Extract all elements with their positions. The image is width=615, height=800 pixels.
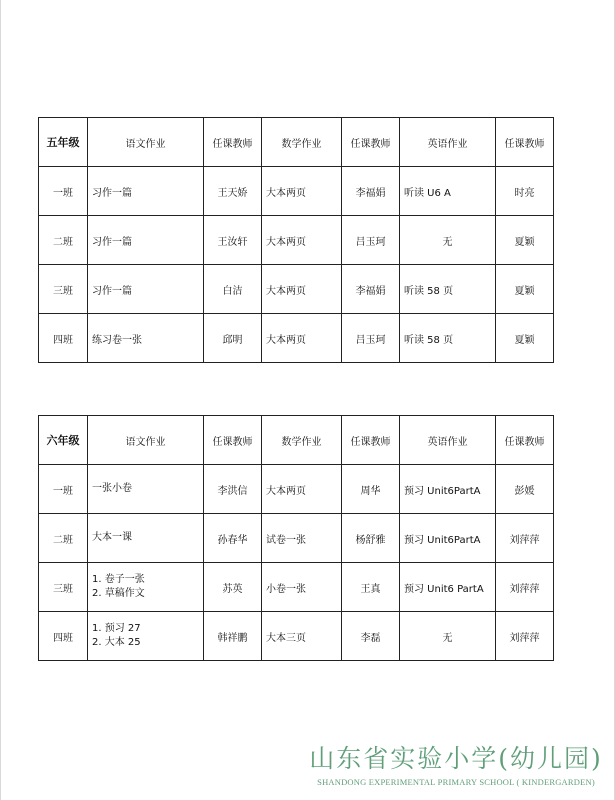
chinese-teacher: 韩祥鹏 [204,612,262,661]
grade6-homework-table [38,415,554,661]
chinese-teacher: 李洪信 [204,465,262,514]
math-homework: 大本三页 [262,612,342,661]
math-homework: 试卷一张 [262,514,342,563]
chinese-teacher: 白洁 [204,265,262,314]
english-homework: 听读 U6 A [400,167,496,216]
english-homework: 听读 58 页 [400,265,496,314]
class-name: 三班 [39,265,88,314]
math-homework: 大本两页 [262,167,342,216]
column-header-math: 数学作业 [262,118,342,167]
english-teacher: 夏颖 [496,265,554,314]
chinese-homework: 练习卷一张 [88,314,204,363]
table-row [39,563,554,612]
english-homework: 预习 Unit6PartA [400,465,496,514]
chinese-homework [88,514,204,563]
column-header-teacher: 任课教师 [496,416,554,465]
column-header-english: 英语作业 [400,416,496,465]
grade5-homework-table [38,117,554,363]
chinese-teacher: 孙春华 [204,514,262,563]
math-teacher: 吕玉珂 [342,314,400,363]
page-edge-left [0,0,1,800]
table-row [39,514,554,563]
class-name: 二班 [39,514,88,563]
school-footer [300,742,612,798]
class-name: 四班 [39,612,88,661]
class-name: 一班 [39,465,88,514]
english-homework: 预习 Unit6PartA [400,514,496,563]
homework-line: 1. 预习 27 [92,623,141,634]
class-name: 一班 [39,167,88,216]
homework-line: 1. 卷子一张 [92,574,145,585]
chinese-teacher: 王天娇 [204,167,262,216]
english-teacher: 夏颖 [496,216,554,265]
chinese-teacher: 苏英 [204,563,262,612]
grade-label: 六年级 [39,416,88,465]
column-header-teacher: 任课教师 [342,416,400,465]
table-row [39,612,554,661]
chinese-teacher: 邱明 [204,314,262,363]
math-teacher: 李福娟 [342,265,400,314]
table-header-row [39,416,554,465]
math-homework: 大本两页 [262,314,342,363]
class-name: 三班 [39,563,88,612]
chinese-homework: 习作一篇 [88,216,204,265]
class-name: 四班 [39,314,88,363]
english-teacher: 刘萍萍 [496,612,554,661]
table-row [39,465,554,514]
math-teacher: 李福娟 [342,167,400,216]
homework-line: 一张小卷 [92,483,132,494]
column-header-teacher: 任课教师 [204,416,262,465]
table-header-row [39,118,554,167]
school-name-cn: 山东省实验小学(幼儿园) [309,744,603,773]
english-teacher: 刘萍萍 [496,563,554,612]
table-row [39,314,554,363]
column-header-chinese: 语文作业 [88,416,204,465]
grade-label: 五年级 [39,118,88,167]
table-row [39,216,554,265]
school-name-en: SHANDONG EXPERIMENTAL PRIMARY SCHOOL ( KINDERGARDEN) [317,777,595,787]
homework-line: 大本一课 [92,532,132,543]
table-row [39,265,554,314]
column-header-teacher: 任课教师 [496,118,554,167]
column-header-teacher: 任课教师 [342,118,400,167]
math-homework: 小卷一张 [262,563,342,612]
math-homework: 大本两页 [262,265,342,314]
chinese-homework [88,465,204,514]
math-teacher: 周华 [342,465,400,514]
english-teacher: 刘萍萍 [496,514,554,563]
chinese-teacher: 王汝轩 [204,216,262,265]
english-teacher: 彭媛 [496,465,554,514]
english-teacher: 夏颖 [496,314,554,363]
chinese-homework: 习作一篇 [88,265,204,314]
chinese-homework [88,612,204,661]
english-homework: 听读 58 页 [400,314,496,363]
math-teacher: 王真 [342,563,400,612]
table-row [39,167,554,216]
english-homework: 预习 Unit6 PartA [400,563,496,612]
math-teacher: 吕玉珂 [342,216,400,265]
math-homework: 大本两页 [262,216,342,265]
math-teacher: 杨舒雅 [342,514,400,563]
math-teacher: 李磊 [342,612,400,661]
homework-line: 2. 大本 25 [92,637,141,648]
column-header-chinese: 语文作业 [88,118,204,167]
column-header-math: 数学作业 [262,416,342,465]
math-homework: 大本两页 [262,465,342,514]
chinese-homework [88,563,204,612]
column-header-english: 英语作业 [400,118,496,167]
english-teacher: 时亮 [496,167,554,216]
english-homework: 无 [400,612,496,661]
column-header-teacher: 任课教师 [204,118,262,167]
chinese-homework: 习作一篇 [88,167,204,216]
homework-line: 2. 草稿作文 [92,588,145,599]
class-name: 二班 [39,216,88,265]
english-homework: 无 [400,216,496,265]
